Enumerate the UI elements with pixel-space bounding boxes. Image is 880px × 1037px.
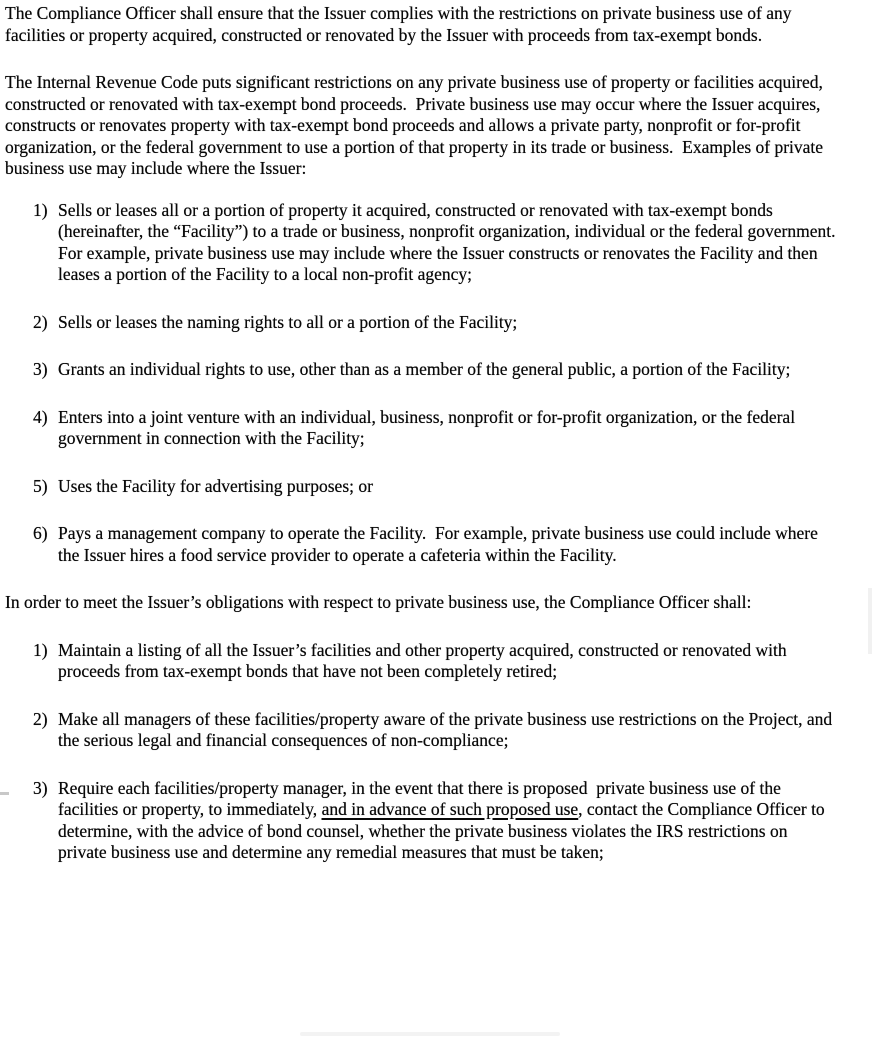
list-item-text: Grants an individual rights to use, other than as a member of the general public, a portion of the Facility;	[58, 359, 791, 379]
list-item-number: 6)	[33, 523, 48, 543]
list-item-number: 4)	[33, 406, 48, 427]
list-item-text: Pays a management company to operate the Facility. For example, private business use could include where the Issuer hires a food service provider to operate a cafeteria within the Facility.	[58, 523, 823, 565]
examples-list-item-5	[5, 476, 840, 498]
paragraph-obligations: In order to meet the Issuer’s obligations with respect to private business use, the Compliance Officer shall:	[5, 592, 752, 612]
duties-list-item-1	[5, 640, 840, 683]
scan-artifact-right-smudge	[868, 588, 872, 654]
paragraph-compliance-officer-intro: The Compliance Officer shall ensure that the Issuer complies with the restrictions on private business use of any facilities or property acquired, constructed or renovated by the Issuer with proceeds from tax-exempt bonds.	[5, 3, 796, 45]
list-item-text-after-underline: , contact the Compliance Officer to determine, with the advice of bond counsel, whether the private business violates the IRS restrictions on private business use and determine any remedial measures that must be taken;	[58, 799, 830, 862]
list-item-text: Maintain a listing of all the Issuer’s facilities and other property acquired, constructed or renovated with proceeds from tax-exempt bonds that have not been completely retired;	[58, 639, 791, 681]
duties-list-item-3	[5, 778, 840, 864]
list-item-number: 2)	[33, 708, 48, 729]
list-item-number: 2)	[33, 311, 48, 332]
paragraph-irc-restrictions: The Internal Revenue Code puts significant restrictions on any private business use of property or facilities acquired, constructed or renovated with tax-exempt bond proceeds. Private business use may occur where the Issuer acquires, constructs or renovates property with tax-exempt bond proceeds and allows a private party, nonprofit or for-profit organization, or the federal government to use a portion of that property in its trade or business. Examples of private business use may include where the Issuer:	[5, 72, 828, 178]
list-item-text: Sells or leases the naming rights to all or a portion of the Facility;	[58, 311, 518, 332]
duties-list-item-2	[5, 709, 840, 752]
list-item-text: Enters into a joint venture with an individual, business, nonprofit or for-profit organization, or the federal government in connection with the Facility;	[58, 406, 800, 448]
list-item-text: Make all managers of these facilities/property aware of the private business use restrictions on the Project, and the serious legal and financial consequences of non-compliance;	[58, 708, 837, 750]
examples-list-item-6	[5, 523, 840, 566]
list-item-number: 3)	[33, 359, 48, 379]
list-item-text: Sells or leases all or a portion of property it acquired, constructed or renovated with tax-exempt bonds (hereinafter, the “Facility”) to a trade or business, nonprofit organization, individual or the federal government. For example, private business use may include where the Issuer constructs or renovates the Facility and then leases a portion of the Facility to a local non-profit agency;	[58, 199, 845, 284]
examples-list-item-1	[5, 199, 845, 286]
list-item-number: 1)	[33, 199, 48, 220]
examples-list-item-4	[5, 407, 840, 450]
scan-artifact-bottom-smudge	[300, 1032, 560, 1036]
list-item-text: Uses the Facility for advertising purposes; or	[58, 475, 373, 496]
list-item-text	[58, 778, 829, 863]
examples-list-item-3	[5, 359, 840, 381]
list-item-number: 1)	[33, 639, 48, 660]
examples-list-item-2	[5, 312, 840, 334]
list-item-number: 5)	[33, 475, 48, 496]
list-item-text-before-underline: Require each facilities/property manager, in the event that there is proposed private business use of the facilities or property, to immediately,	[58, 777, 786, 819]
underlined-phrase: and in advance of such proposed use	[321, 799, 579, 819]
list-item-number: 3)	[33, 777, 48, 798]
